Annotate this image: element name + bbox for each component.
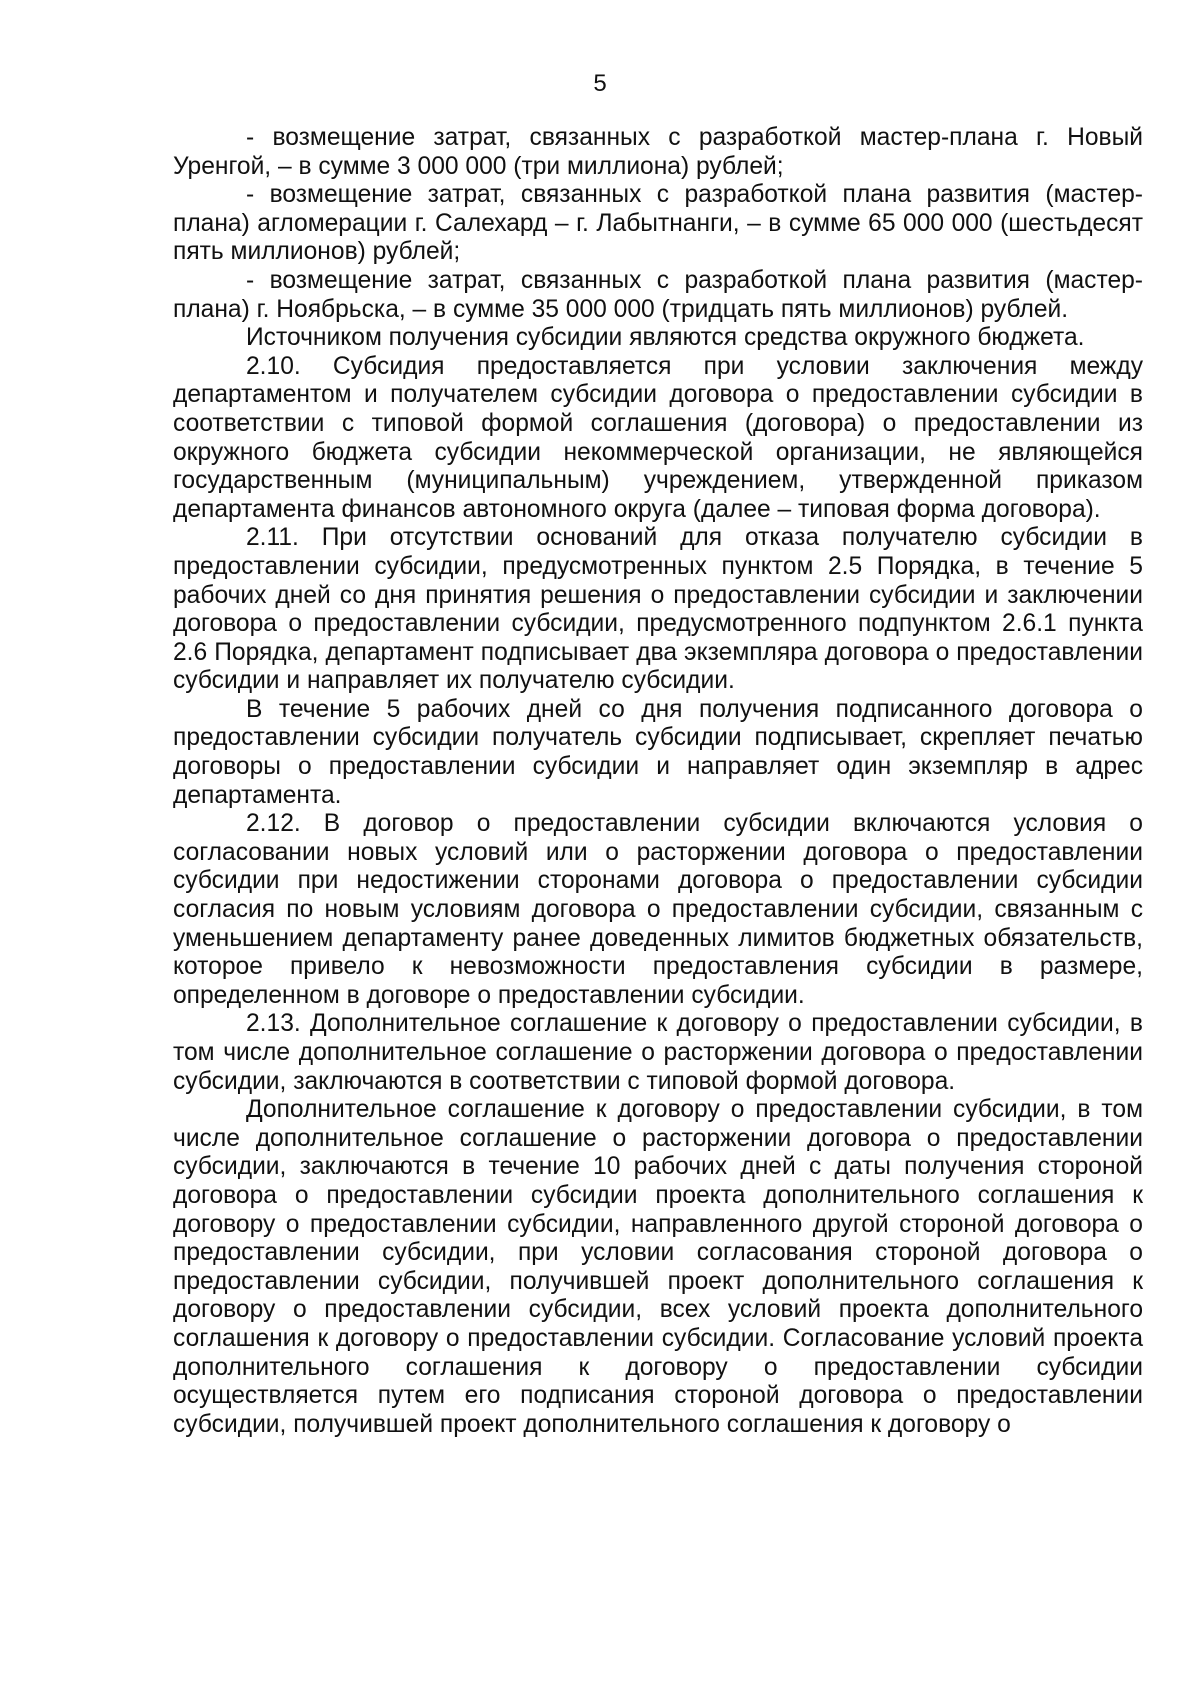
paragraph-signing-deadline: В течение 5 рабочих дней со дня получения подписанного договора о предоставлении субсидии получатель субсидии подписывает, скрепляет печатью договоры о предоставлении субсидии и направляет один экземпляр в адрес департамента.: [173, 695, 1143, 809]
paragraph-reimbursement-novy-urengoy: - возмещение затрат, связанных с разработкой мастер-плана г. Новый Уренгой, – в сумме 3 000 000 (три миллиона) рублей;: [173, 124, 1143, 180]
document-body: [173, 124, 1143, 1439]
paragraph-2-13: 2.13. Дополнительное соглашение к договору о предоставлении субсидии, в том числе дополнительное соглашение о расторжении договора о предоставлении субсидии, заключаются в соответствии с типовой формой договора.: [173, 1010, 1143, 1095]
paragraph-additional-agreement: Дополнительное соглашение к договору о предоставлении субсидии, в том числе дополнительное соглашение о расторжении договора о предоставлении субсидии, заключаются в течение 10 рабочих дней с даты получения стороной договора о предоставлении субсидии проекта дополнительного соглашения к договору о предоставлении субсидии, направленного другой стороной договора о предоставлении субсидии, при условии согласования стороной договора о предоставлении субсидии, получившей проект дополнительного соглашения к договору о предоставлении субсидии, всех условий проекта дополнительного соглашения к договору о предоставлении субсидии. Согласование условий проекта дополнительного соглашения к договору о предоставлении субсидии осуществляется путем его подписания стороной договора о предоставлении субсидии, получившей проект дополнительного соглашения к договору о: [173, 1096, 1143, 1438]
paragraph-2-12: 2.12. В договор о предоставлении субсидии включаются условия о согласовании новых условий или о расторжении договора о предоставлении субсидии при недостижении сторонами договора о предоставлении субсидии согласия по новым условиям договора о предоставлении субсидии, связанным с уменьшением департаменту ранее доведенных лимитов бюджетных обязательств, которое привело к невозможности предоставления субсидии в размере, определенном в договоре о предоставлении субсидии.: [173, 810, 1143, 1009]
page-number: 5: [593, 70, 607, 97]
paragraph-reimbursement-noyabrsk: - возмещение затрат, связанных с разработкой плана развития (мастер-плана) г. Ноябрьска, – в сумме 35 000 000 (тридцать пять миллионов) рублей.: [173, 266, 1143, 323]
paragraph-2-11: 2.11. При отсутствии оснований для отказа получателю субсидии в предоставлении субсидии, предусмотренных пунктом 2.5 Порядка, в течение 5 рабочих дней со дня принятия решения о предоставлении субсидии и заключении договора о предоставлении субсидии, предусмотренного подпунктом 2.6.1 пункта 2.6 Порядка, департамент подписывает два экземпляра договора о предоставлении субсидии и направляет их получателю субсидии.: [173, 524, 1143, 695]
paragraph-reimbursement-salekhard: - возмещение затрат, связанных с разработкой плана развития (мастер-плана) агломерации г. Салехард – г. Лабытнанги, – в сумме 65 000 000 (шестьдесят пять миллионов) рублей;: [173, 181, 1143, 266]
paragraph-2-10: 2.10. Субсидия предоставляется при условии заключения между департаментом и получателем субсидии договора о предоставлении субсидии в соответствии с типовой формой соглашения (договора) о предоставлении из окружного бюджета субсидии некоммерческой организации, не являющейся государственным (муниципальным) учреждением, утвержденной приказом департамента финансов автономного округа (далее – типовая форма договора).: [173, 352, 1143, 523]
paragraph-funding-source: Источником получения субсидии являются средства окружного бюджета.: [246, 324, 1085, 352]
